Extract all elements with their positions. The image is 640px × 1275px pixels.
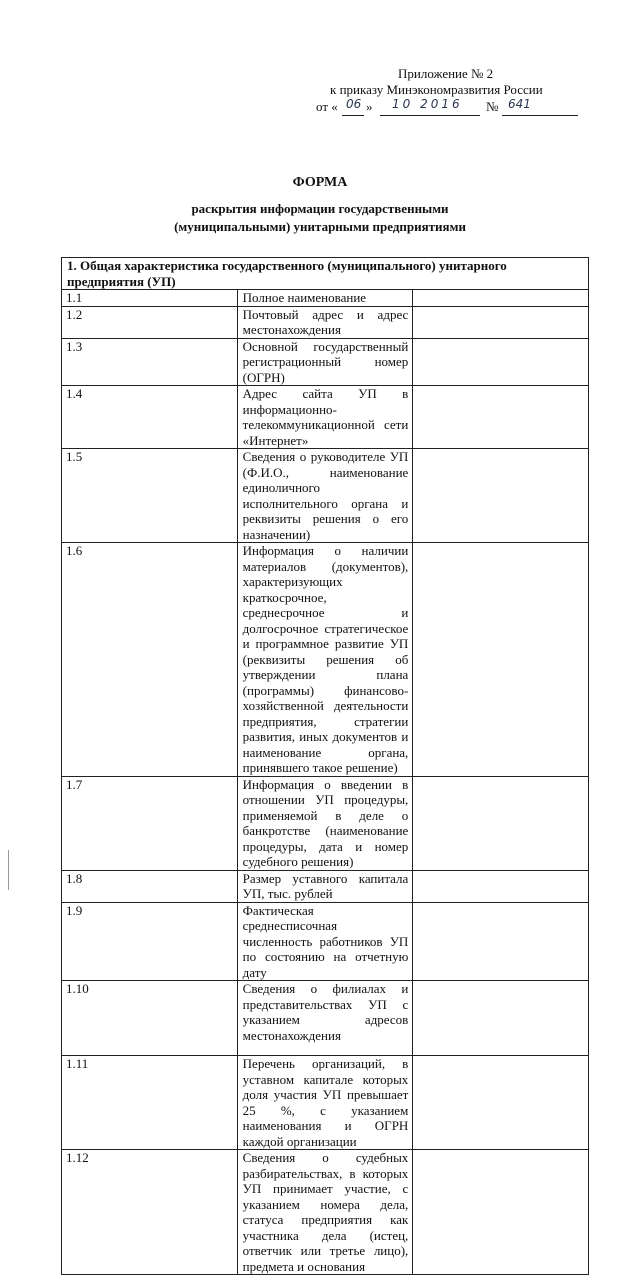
row-value-cell[interactable] [413, 776, 589, 870]
table-row [62, 776, 589, 870]
day-underline [342, 115, 364, 116]
table-row [62, 338, 589, 386]
appendix-month-year: 10 2016 [392, 97, 463, 111]
scan-edge-mark [8, 850, 9, 890]
row-description: Почтовый адрес и адрес местонахождения [237, 306, 413, 338]
row-description: Полное наименование [237, 290, 413, 307]
form-heading: ФОРМА [292, 175, 348, 190]
disclosure-form-table [61, 257, 589, 1275]
row-number: 1.4 [62, 386, 238, 449]
row-value-cell[interactable] [413, 1056, 589, 1150]
row-description: Основной государственный регистрационный номер (ОГРН) [237, 338, 413, 386]
row-description: Размер уставного капитала УП, тыс. рублей [237, 870, 413, 902]
table-row [62, 981, 589, 1056]
table-row [62, 386, 589, 449]
row-number: 1.9 [62, 902, 238, 981]
row-number: 1.3 [62, 338, 238, 386]
row-value-cell[interactable] [413, 870, 589, 902]
table-row [62, 449, 589, 543]
row-value-cell[interactable] [413, 1150, 589, 1275]
row-number: 1.11 [62, 1056, 238, 1150]
row-value-cell[interactable] [413, 449, 589, 543]
row-number: 1.7 [62, 776, 238, 870]
row-value-cell[interactable] [413, 981, 589, 1056]
row-value-cell[interactable] [413, 338, 589, 386]
date-underline [380, 115, 480, 116]
row-description: Информация о введении в отношении УП процедуры, применяемой в деле о банкротстве (наименование процедуры, дата и номер судебного решения) [237, 776, 413, 870]
appendix-order-ref: к приказу Минэкономразвития России [330, 82, 543, 97]
table-row [62, 902, 589, 981]
row-description: Сведения о филиалах и представительствах УП с указанием адресов местонахождения [237, 981, 413, 1056]
section-header: 1. Общая характеристика государственного (муниципального) унитарного предприятия (УП) [62, 258, 589, 290]
table-row [62, 1150, 589, 1275]
appendix-title: Приложение № 2 [398, 66, 494, 81]
row-description: Перечень организаций, в уставном капитале которых доля участия УП превышает 25 %, с указанием наименования и ОГРН каждой организации [237, 1056, 413, 1150]
row-number: 1.6 [62, 543, 238, 777]
row-number: 1.10 [62, 981, 238, 1056]
appendix-number-label: № [486, 99, 499, 114]
row-value-cell[interactable] [413, 386, 589, 449]
row-description: Сведения о руководителе УП (Ф.И.О., наименование единоличного исполнительного органа и реквизиты решения о его назначении) [237, 449, 413, 543]
row-description: Фактическая среднесписочная численность работников УП по состоянию на отчетную дату [237, 902, 413, 981]
appendix-from-label: от « [316, 99, 338, 114]
table-row [62, 870, 589, 902]
table-row [62, 290, 589, 307]
number-underline [502, 115, 578, 116]
table-row [62, 543, 589, 777]
section-header-row [62, 258, 589, 290]
row-value-cell[interactable] [413, 306, 589, 338]
form-subtitle-line2: (муниципальными) унитарными предприятиями [174, 219, 466, 234]
row-value-cell[interactable] [413, 290, 589, 307]
form-subtitle-line1: раскрытия информации государственными [191, 201, 449, 216]
table-row [62, 1056, 589, 1150]
row-description: Сведения о судебных разбирательствах, в которых УП принимает участие, с указанием номера дела, статуса предприятия как участника дела (истец, ответчик или третье лицо), предмета и основания [237, 1150, 413, 1275]
appendix-day: 06 [346, 97, 362, 111]
appendix-close-quote: » [366, 99, 373, 114]
appendix-number: 641 [508, 97, 531, 111]
row-value-cell[interactable] [413, 902, 589, 981]
row-description: Информация о наличии материалов (документов), характеризующих краткосрочное, среднесрочное и долгосрочное стратегическое и программное развитие УП (реквизиты решения об утверждении плана (программы) финансово-хозяйственной деятельности предприятия, стратегии развития, иных документов и наименование органа, принявшего такое решение) [237, 543, 413, 777]
table-row [62, 306, 589, 338]
row-value-cell[interactable] [413, 543, 589, 777]
row-number: 1.2 [62, 306, 238, 338]
row-description: Адрес сайта УП в информационно-телекоммуникационной сети «Интернет» [237, 386, 413, 449]
row-number: 1.5 [62, 449, 238, 543]
row-number: 1.1 [62, 290, 238, 307]
row-number: 1.12 [62, 1150, 238, 1275]
row-number: 1.8 [62, 870, 238, 902]
